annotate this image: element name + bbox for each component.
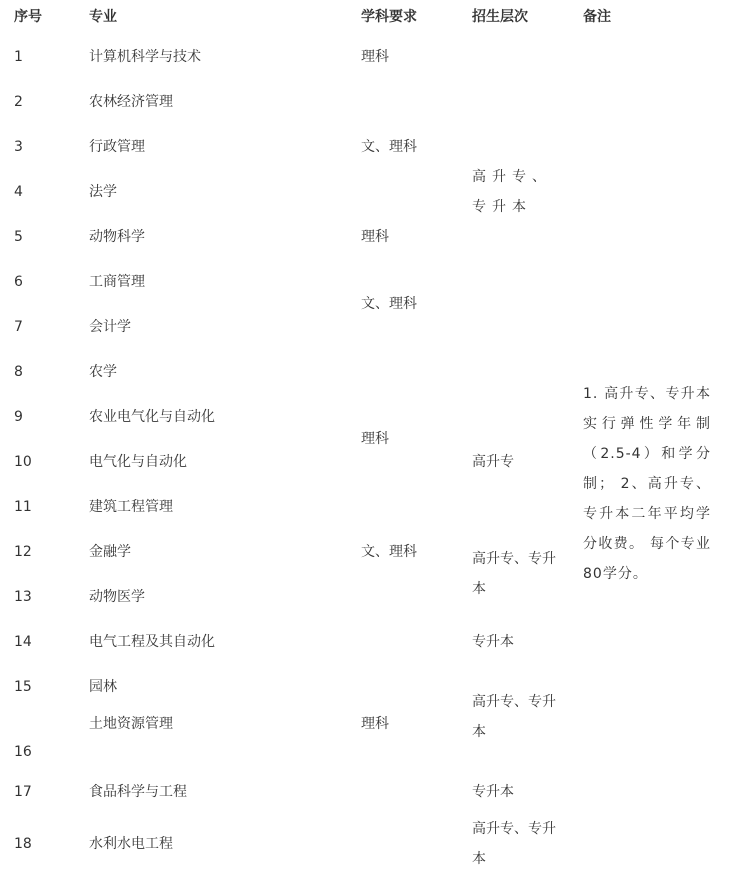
major-name: 水利水电工程 [89, 836, 173, 852]
enrollment-level: 高升专、专升本 [472, 693, 556, 740]
row-number: 7 [14, 318, 23, 335]
note-cell-empty [569, 79, 737, 349]
row-number: 14 [14, 633, 32, 650]
major-name: 动物医学 [89, 588, 145, 605]
note-cell-empty [569, 34, 737, 79]
note-cell-empty [569, 619, 737, 664]
header-level: 招生层次 [472, 9, 528, 25]
subject-requirement: 理科 [361, 716, 389, 732]
subject-requirement-empty [347, 169, 458, 214]
row-number: 6 [14, 273, 23, 290]
row-number: 15 [14, 678, 32, 695]
major-name: 农学 [89, 363, 117, 380]
header-major: 专业 [89, 9, 117, 25]
major-name: 行政管理 [89, 138, 145, 155]
level-cell-empty [458, 304, 569, 349]
row-number: 2 [14, 93, 23, 110]
header-subject: 学科要求 [361, 9, 417, 25]
subject-requirement: 文、理科 [361, 543, 417, 560]
header-note: 备注 [583, 9, 611, 25]
enrollment-level: 高升专 [472, 453, 514, 470]
major-name: 金融学 [89, 543, 131, 560]
enrollment-level: 高升专、专升本 [472, 821, 556, 867]
major-name: 农林经济管理 [89, 93, 173, 110]
table-row [0, 34, 737, 79]
subject-requirement: 文、理科 [361, 138, 417, 155]
level-cell-empty [458, 34, 569, 79]
major-name: 工商管理 [89, 273, 145, 290]
major-name: 农业电气化与自动化 [89, 408, 215, 425]
remarks-note: 1. 高升专、专升本实行弹性学年制（2.5-4）和学分制； 2、高升专、专升本二年平均学分收费。 每个专业80学分。 [583, 386, 711, 582]
note-cell-empty [569, 769, 737, 814]
row-number: 5 [14, 228, 23, 245]
major-name: 土地资源管理 [89, 716, 173, 732]
row-number: 18 [14, 836, 32, 852]
major-name: 计算机科学与技术 [89, 48, 201, 65]
subject-requirement: 理科 [361, 48, 389, 65]
enrollment-level: 专升本 [472, 783, 514, 800]
row-number: 3 [14, 138, 23, 155]
row-number: 9 [14, 408, 23, 425]
enrollment-level: 专升本 [472, 633, 514, 650]
major-name: 建筑工程管理 [89, 498, 173, 515]
row-number: 11 [14, 498, 32, 515]
subject-requirement: 文、理科 [361, 296, 417, 312]
major-name: 食品科学与工程 [89, 783, 187, 800]
row-number: 10 [14, 453, 32, 470]
table-row [0, 349, 737, 394]
subject-requirement: 理科 [361, 431, 389, 447]
row-number: 12 [14, 543, 32, 560]
subject-requirement: 理科 [361, 228, 389, 245]
row-number: 4 [14, 183, 23, 200]
row-number: 8 [14, 363, 23, 380]
major-name: 法学 [89, 183, 117, 200]
table-row [0, 79, 737, 124]
subject-requirement-empty [347, 79, 458, 124]
row-number: 17 [14, 783, 32, 800]
header-no: 序号 [14, 9, 42, 25]
level-cell-empty [458, 349, 569, 394]
enrollment-level: 高升专、专升本 [472, 551, 556, 597]
row-number: 1 [14, 48, 23, 65]
row-number: 13 [14, 588, 32, 605]
major-name: 电气工程及其自动化 [89, 633, 215, 650]
header-row [0, 0, 737, 34]
major-name: 动物科学 [89, 228, 145, 245]
note-cell-empty [569, 709, 737, 769]
major-name: 会计学 [89, 318, 131, 335]
major-name: 电气化与自动化 [89, 453, 187, 470]
row-number: 16 [14, 744, 32, 760]
note-cell-empty [569, 664, 737, 709]
note-cell-empty [569, 814, 737, 874]
enrollment-level: 高升专、专升本 [472, 168, 552, 215]
major-name: 园林 [89, 678, 117, 695]
